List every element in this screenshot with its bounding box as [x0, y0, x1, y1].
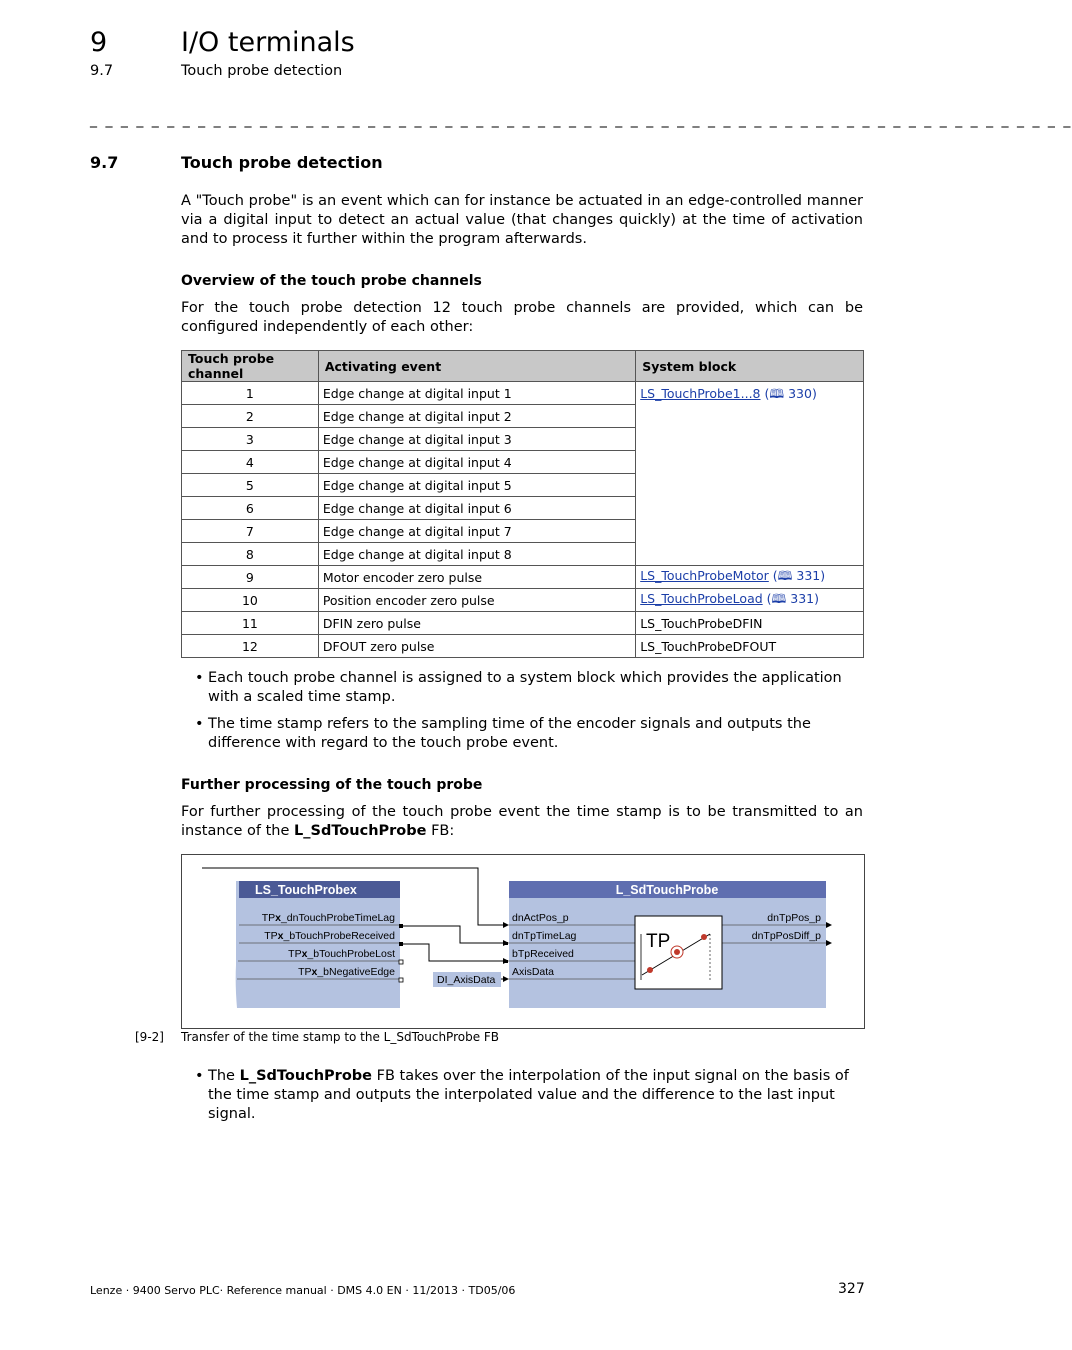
cell-channel: 3: [182, 428, 319, 451]
right-input-label: AxisData: [512, 966, 555, 978]
overview-paragraph: For the touch probe detection 12 touch probe channels are provided, which can be configured independently of each other:: [181, 300, 863, 335]
intro-paragraph: A "Touch probe" is an event which can for instance be actuated in an edge-controlled manner via a digital input to detect an actual value (that changes quickly) at the time of activation and to process it further within the program afterwards.: [181, 193, 863, 247]
overview-heading: Overview of the touch probe channels: [181, 273, 482, 289]
table-header-row: [182, 351, 864, 382]
input-arrow: [503, 922, 509, 928]
cell-block: [636, 382, 864, 566]
cell-channel: 4: [182, 451, 319, 474]
cell-event: Edge change at digital input 7: [318, 520, 635, 543]
page-ref[interactable]: (🕮 331): [772, 567, 826, 583]
touch-probe-table: [181, 350, 864, 658]
further-text-a: For further processing of the touch probe event the time stamp is to be transmitted to an instance of the: [181, 804, 863, 839]
figure-caption: Transfer of the time stamp to the L_SdTouchProbe FB: [181, 1030, 500, 1044]
further-text-bold: L_SdTouchProbe: [294, 823, 427, 839]
bullet-text-a: The: [208, 1068, 240, 1084]
pin-output: [399, 924, 403, 928]
bullet-text-bold: L_SdTouchProbe: [239, 1068, 373, 1084]
figure-caption-number: [9-2]: [135, 1030, 164, 1044]
pin-output: [399, 960, 403, 964]
cell-event: DFIN zero pulse: [318, 612, 635, 635]
cell-block: [636, 566, 864, 589]
pin-input: [504, 942, 508, 945]
cell-block: LS_TouchProbeDFOUT: [636, 635, 864, 658]
cell-channel: 8: [182, 543, 319, 566]
further-text-b: FB:: [426, 823, 455, 839]
right-input-label: bTpReceived: [512, 948, 574, 960]
list-item: • The time stamp refers to the sampling time of the encoder signals and outputs the difference with regard to the touch probe event.: [195, 716, 811, 751]
cell-event: DFOUT zero pulse: [318, 635, 635, 658]
table-row: [182, 612, 864, 635]
tp-symbol-marker: [647, 967, 653, 973]
axis-data-label: DI_AxisData: [437, 974, 496, 986]
output-arrow: [826, 940, 832, 946]
cell-event: Edge change at digital input 4: [318, 451, 635, 474]
page-number: 327: [838, 1281, 865, 1297]
cell-channel: 1: [182, 382, 319, 405]
table-row: [182, 635, 864, 658]
cell-channel: 12: [182, 635, 319, 658]
chapter-title: I/O terminals: [181, 27, 355, 58]
page-ref[interactable]: (🕮 331): [766, 590, 819, 606]
cell-event: Edge change at digital input 8: [318, 543, 635, 566]
tp-symbol-marker: [701, 934, 707, 940]
table-header-block: System block: [636, 351, 864, 382]
pin-output: [399, 978, 403, 982]
footer-text: Lenze · 9400 Servo PLC· Reference manual · DMS 4.0 EN · 11/2013 · TD05/06: [90, 1284, 516, 1297]
right-input-label: dnTpTimeLag: [512, 930, 577, 942]
table-header-channel: Touch probe channel: [182, 351, 319, 382]
header-section-title: Touch probe detection: [181, 63, 343, 79]
cell-event: Edge change at digital input 5: [318, 474, 635, 497]
cell-event: Edge change at digital input 6: [318, 497, 635, 520]
table-header-event: Activating event: [318, 351, 635, 382]
block-diagram: [182, 855, 864, 1028]
left-port-label: TPx_bTouchProbeLost: [288, 948, 395, 960]
header-section-number: 9.7: [90, 63, 114, 79]
cell-channel: 7: [182, 520, 319, 543]
cell-channel: 5: [182, 474, 319, 497]
cell-block: LS_TouchProbeDFIN: [636, 612, 864, 635]
right-output-label: dnTpPosDiff_p: [751, 930, 821, 942]
right-input-label: dnActPos_p: [512, 912, 569, 924]
table-row: [182, 382, 864, 405]
pin-input: [504, 960, 508, 963]
bullet-text: Each touch probe channel is assigned to a system block which provides the application with a scaled time stamp.: [208, 670, 842, 705]
cell-event: Position encoder zero pulse: [318, 589, 635, 612]
link-ls-touchprobemotor[interactable]: LS_TouchProbeMotor: [640, 567, 769, 583]
output-arrow: [826, 922, 832, 928]
link-ls-touchprobe1-8[interactable]: LS_TouchProbe1...8: [640, 386, 761, 401]
section-title: Touch probe detection: [181, 153, 383, 172]
tp-symbol-marker: [674, 949, 680, 955]
left-port-label: TPx_bTouchProbeReceived: [264, 930, 395, 942]
chapter-number: 9: [90, 27, 108, 58]
cell-channel: 9: [182, 566, 319, 589]
cell-channel: 11: [182, 612, 319, 635]
list-item: • Each touch probe channel is assigned to a system block which provides the application with a scaled time stamp.: [195, 670, 842, 705]
cell-event: Motor encoder zero pulse: [318, 566, 635, 589]
link-ls-touchprobeload[interactable]: LS_TouchProbeLoad: [640, 590, 763, 606]
page-ref[interactable]: (🕮 330): [764, 386, 817, 401]
cell-event: Edge change at digital input 3: [318, 428, 635, 451]
cell-event: Edge change at digital input 1: [318, 382, 635, 405]
tp-symbol-label: TP: [646, 931, 671, 952]
further-heading: Further processing of the touch probe: [181, 777, 483, 793]
input-arrow: [503, 976, 509, 982]
bullet-list-2: [190, 1067, 862, 1132]
pin-output: [399, 942, 403, 946]
right-block-title: L_SdTouchProbe: [615, 883, 719, 897]
bullet-list-1: [190, 669, 862, 761]
bullet-text: The time stamp refers to the sampling time of the encoder signals and outputs the difference with regard to the touch probe event.: [208, 716, 811, 751]
cell-channel: 6: [182, 497, 319, 520]
table-row: [182, 589, 864, 612]
section-number: 9.7: [90, 153, 119, 172]
figure-frame: [181, 854, 865, 1029]
further-paragraph: [181, 803, 863, 841]
table-row: [182, 566, 864, 589]
left-port-label: TPx_bNegativeEdge: [298, 966, 395, 978]
left-block-body: [236, 881, 400, 1008]
cell-block: [636, 589, 864, 612]
left-port-label: TPx_dnTouchProbeTimeLag: [261, 912, 395, 924]
header-dashed-rule: _ _ _ _ _ _ _ _ _ _ _ _ _ _ _ _ _ _ _ _ _ _ _ _ _ _ _ _ _ _ _ _ _ _ _ _ _ _ _ _ _ _ _ _ _ _ _ _ _ _ _ _ _ _ _ _ _ _ _ _ _ _ _ _: [90, 112, 1072, 128]
cell-channel: 10: [182, 589, 319, 612]
list-item: • The L_SdTouchProbe FB takes over the interpolation of the input signal on the basis of the time stamp and outputs the interpolated value and the difference to the last input signal.: [195, 1068, 849, 1122]
right-output-label: dnTpPos_p: [767, 912, 821, 924]
cell-event: Edge change at digital input 2: [318, 405, 635, 428]
left-block-title: LS_TouchProbex: [255, 883, 357, 897]
cell-channel: 2: [182, 405, 319, 428]
bullet-text-b: FB takes over the interpolation of the input signal on the basis of the time stamp and outputs the interpolated value and the difference to the last input signal.: [208, 1068, 849, 1122]
